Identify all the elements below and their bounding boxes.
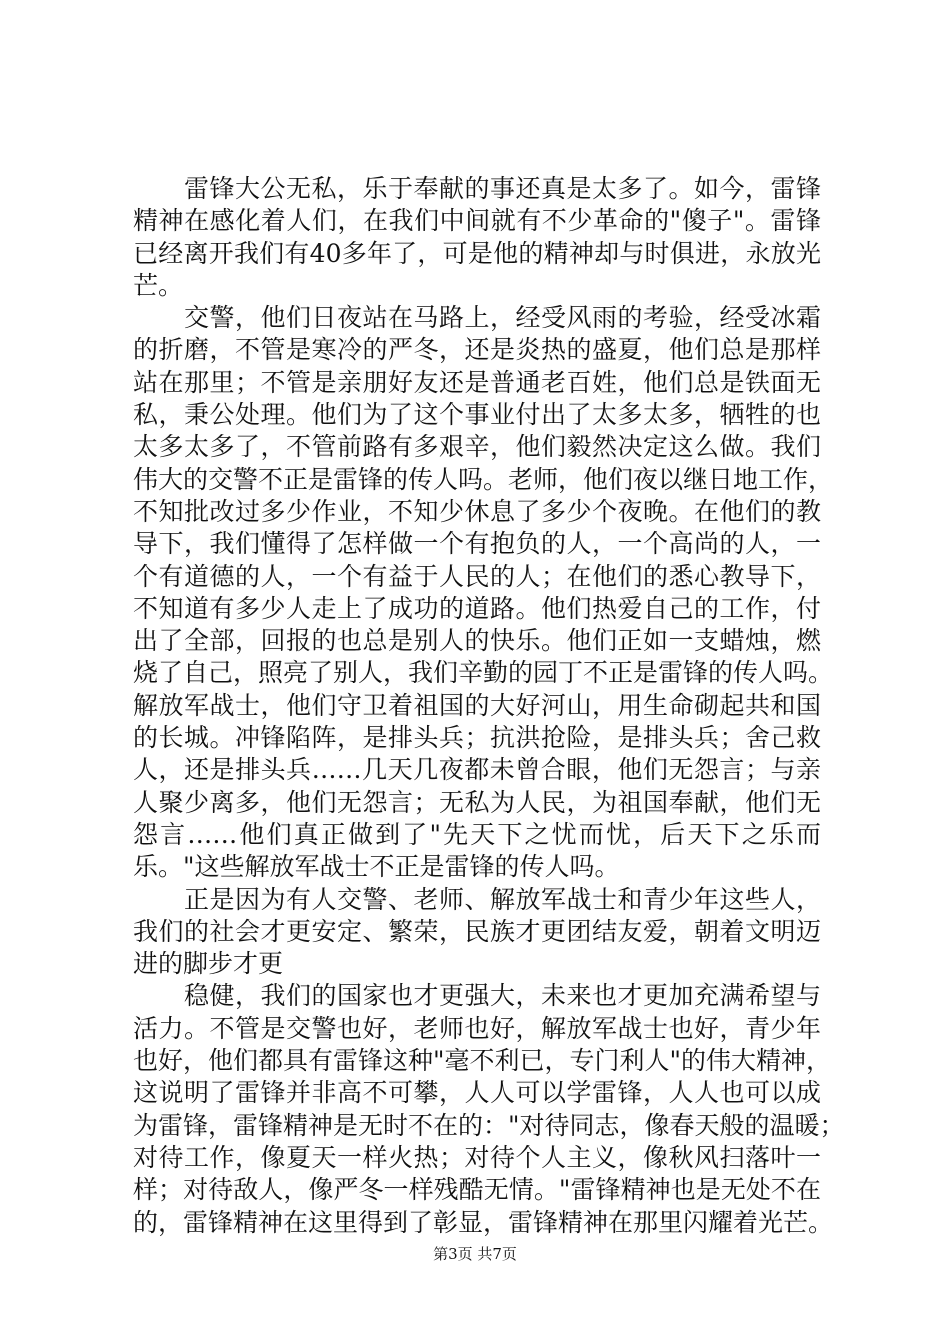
text-line: 个有道德的人，一个有益于人民的人；在他们的悉心教导下， [133, 561, 821, 591]
text-line: 样；对待敌人，像严冬一样残酷无情。"雷锋精神也是无处不在 [133, 1175, 821, 1205]
text-line: 已经离开我们有40多年了，可是他的精神却与时俱进，永放光 [133, 238, 821, 268]
text-line: 雷锋大公无私，乐于奉献的事还真是太多了。如今，雷锋 [133, 174, 821, 203]
text-line: 进的脚步才更 [133, 949, 284, 979]
paragraph-2 [133, 302, 834, 883]
paragraph-4 [133, 980, 845, 1238]
text-line: 芒。 [133, 270, 184, 300]
text-line: 的折磨，不管是寒冷的严冬，还是炎热的盛夏，他们总是那样 [133, 335, 821, 365]
text-line: 私，秉公处理。他们为了这个事业付出了太多太多，牺牲的也 [133, 400, 821, 430]
text-line: 的长城。冲锋陷阵，是排头兵；抗洪抢险，是排头兵；舍己救 [133, 723, 821, 753]
text-line: 为雷锋，雷锋精神是无时不在的："对待同志，像春天般的温暖； [133, 1110, 845, 1140]
text-line: 也好，他们都具有雷锋这种"毫不利已，专门利人"的伟大精神， [133, 1046, 832, 1076]
text-line: 的，雷锋精神在这里得到了彰显，雷锋精神在那里闪耀着光芒。 [133, 1207, 834, 1237]
text-line: 人，还是排头兵……几天几夜都未曾合眼，他们无怨言；与亲 [133, 755, 821, 785]
text-line: 交警，他们日夜站在马路上，经受风雨的考验，经受冰霜 [133, 303, 821, 333]
text-line: 太多太多了，不管前路有多艰辛，他们毅然决定这么做。我们 [133, 432, 821, 462]
text-line: 怨言……他们真正做到了"先天下之忧而忧，后天下之乐而 [133, 819, 821, 849]
text-line: 活力。不管是交警也好，老师也好，解放军战士也好，青少年 [133, 1013, 821, 1043]
text-line: 这说明了雷锋并非高不可攀，人人可以学雷锋，人人也可以成 [133, 1078, 821, 1108]
text-line: 导下，我们懂得了怎样做一个有抱负的人，一个高尚的人，一 [133, 529, 821, 559]
text-line: 不知道有多少人走上了成功的道路。他们热爱自己的工作，付 [133, 593, 821, 623]
text-line: 出了全部，回报的也总是别人的快乐。他们正如一支蜡烛，燃 [133, 626, 821, 656]
text-line: 解放军战士，他们守卫着祖国的大好河山，用生命砌起共和国 [133, 690, 821, 720]
text-line: 不知批改过多少作业，不知少休息了多少个夜晚。在他们的教 [133, 496, 821, 526]
text-line: 站在那里；不管是亲朋好友还是普通老百姓，他们总是铁面无 [133, 367, 821, 397]
text-line: 正是因为有人交警、老师、解放军战士和青少年这些人， [133, 884, 821, 914]
text-line: 乐。"这些解放军战士不正是雷锋的传人吗。 [133, 852, 620, 882]
page-number-footer: 第3页 共7页 [433, 1245, 517, 1263]
text-line: 对待工作，像夏天一样火热；对待个人主义，像秋风扫落叶一 [133, 1142, 821, 1172]
text-line: 人聚少离多，他们无怨言；无私为人民，为祖国奉献，他们无 [133, 787, 821, 817]
text-line: 稳健，我们的国家也才更强大，未来也才更加充满希望与 [133, 981, 821, 1011]
text-line: 伟大的交警不正是雷锋的传人吗。老师，他们夜以继日地工作， [133, 464, 834, 494]
text-line: 我们的社会才更安定、繁荣，民族才更团结友爱，朝着文明迈 [133, 916, 821, 946]
text-line: 精神在感化着人们，在我们中间就有不少革命的"傻子"。雷锋 [133, 206, 821, 236]
paragraph-1 [133, 173, 821, 302]
document-body [133, 173, 845, 1239]
paragraph-3 [133, 884, 821, 981]
text-line: 烧了自己，照亮了别人，我们辛勤的园丁不正是雷锋的传人吗。 [133, 658, 834, 688]
